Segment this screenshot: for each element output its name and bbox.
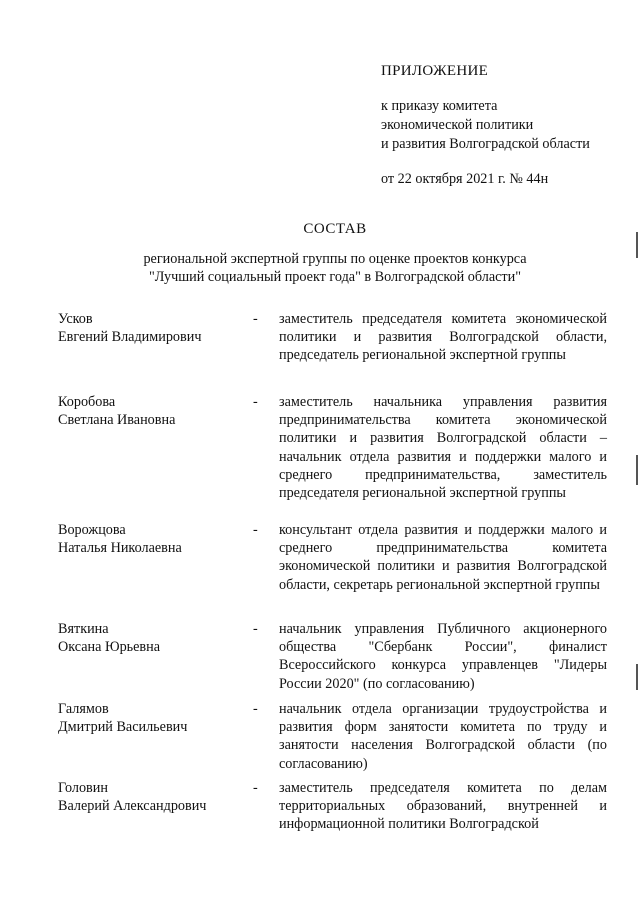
appendix-line-2: экономической политики [381,117,534,133]
document-heading: СОСТАВ [303,221,367,237]
member-role: заместитель начальника управления развития предпринимательства комитета экономической политики и развития Волгоградской области – начальник отдела развития и поддержки малого и среднего предпринимательства, заместитель председателя региональной экспертной группы [279,394,607,502]
member-name [58,700,248,736]
member-role: начальник управления Публичного акционерного общества "Сбербанк России", финалист Всероссийского конкурса управленцев "Лидеры России 2020" (по согласованию) [279,621,607,692]
member-name [58,310,248,346]
subheading-line-1: региональной экспертной группы по оценке проектов конкурса [143,251,527,267]
appendix-line-3: и развития Волгоградской области [381,136,590,152]
member-given-names: Наталья Николаевна [58,540,182,557]
member-role: заместитель председателя комитета по делам территориальных образований, внутренней и информационной политики Волгоградской [279,780,607,833]
appendix-title: ПРИЛОЖЕНИЕ [381,63,489,79]
member-dash: - [253,780,258,796]
member-name [58,521,248,557]
member-surname: Вяткина [58,621,109,637]
member-dash: - [253,522,258,538]
subheading-line-2: "Лучший социальный проект года" в Волгоградской области" [148,269,522,285]
member-given-names: Светлана Ивановна [58,412,176,429]
member-dash: - [253,311,258,327]
scan-edge-mark [636,664,638,690]
member-surname: Коробова [58,394,116,410]
member-given-names: Оксана Юрьевна [58,639,161,656]
member-given-names: Евгений Владимирович [58,329,202,346]
member-dash: - [253,394,258,410]
appendix-date: от 22 октября 2021 г. № 44н [381,171,549,187]
member-name [58,393,248,429]
member-name [58,620,248,656]
document-subheading [0,250,640,286]
member-surname: Головин [58,780,108,796]
member-given-names: Дмитрий Васильевич [58,719,188,736]
member-name [58,779,248,815]
scan-edge-mark [636,455,638,485]
member-surname: Усков [58,311,93,327]
member-dash: - [253,621,258,637]
member-surname: Галямов [58,701,109,717]
member-given-names: Валерий Александрович [58,798,207,815]
member-surname: Ворожцова [58,522,126,538]
member-role: консультант отдела развития и поддержки малого и среднего предпринимательства комитета экономической политики и развития Волгоградской области, секретарь региональной экспертной группы [279,522,607,593]
appendix-block [381,62,590,189]
scan-edge-mark [636,232,638,258]
appendix-line-1: к приказу комитета [381,98,498,114]
member-role: начальник отдела организации трудоустройства и развития форм занятости комитета по труду и занятости населения Волгоградской области (по согласованию) [279,701,607,772]
member-role: заместитель председателя комитета экономической политики и развития Волгоградской области, председатель региональной экспертной группы [279,311,607,364]
member-dash: - [253,701,258,717]
